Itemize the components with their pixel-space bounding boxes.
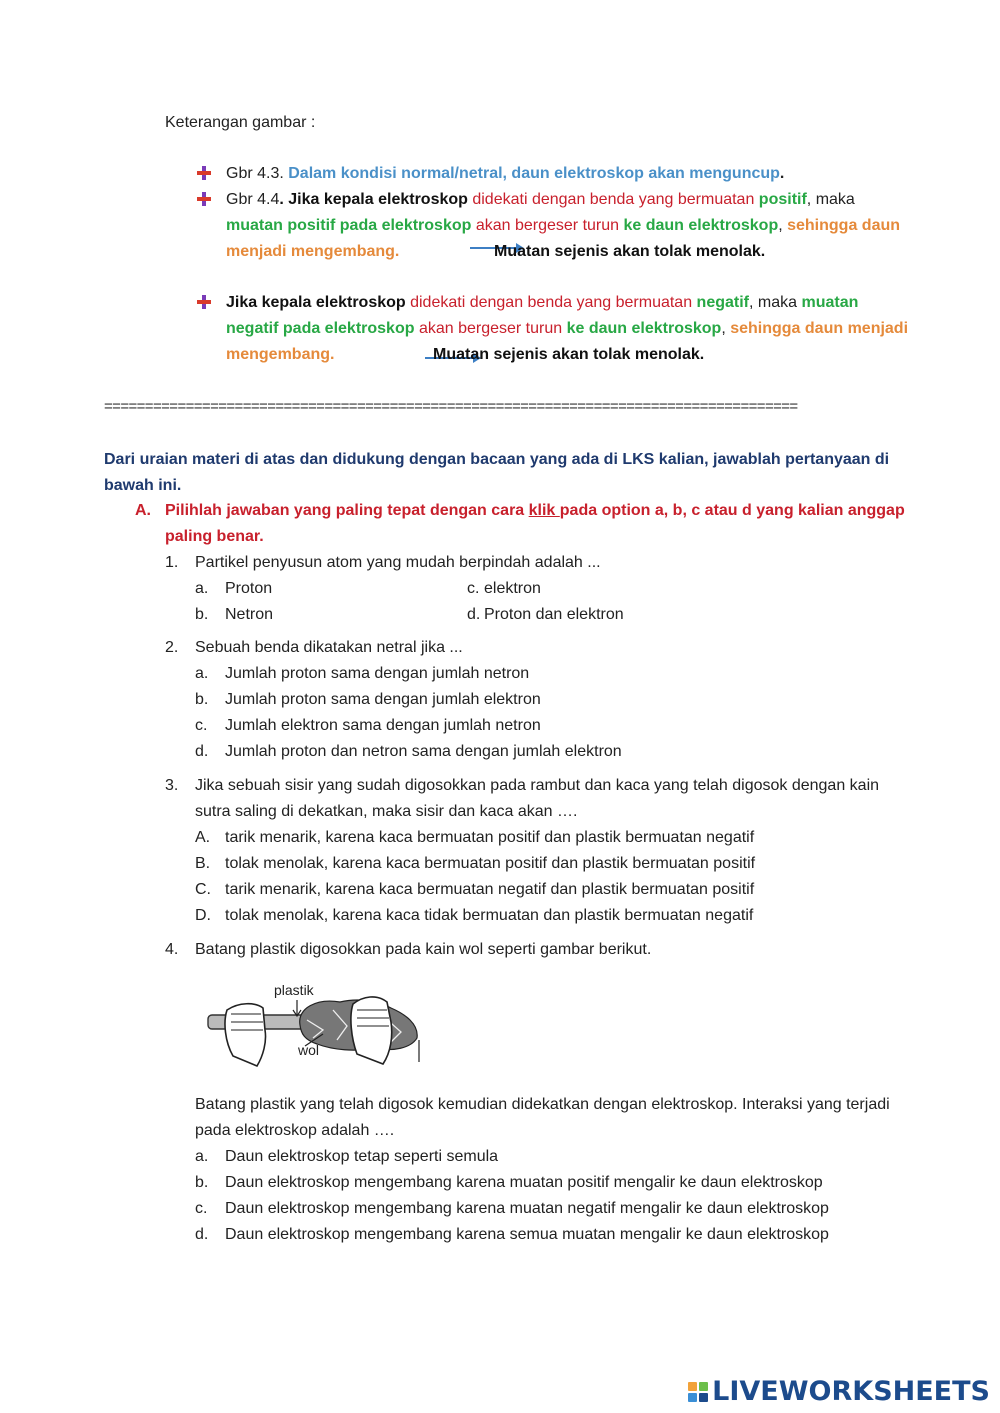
q2-option-d[interactable]: Jumlah proton dan netron sama dengan jumlah elektron <box>225 743 622 760</box>
q4-option-d[interactable]: Daun elektroskop mengembang karena semua muatan mengalir ke daun elektroskop <box>225 1226 829 1243</box>
question-1-text: Partikel penyusun atom yang mudah berpindah adalah ... <box>195 554 601 571</box>
logo-mark-icon <box>688 1382 708 1402</box>
bullet-2-line-1: Gbr 4.4. Jika kepala elektroskop didekati dengan benda yang bermuatan positif, maka <box>226 191 855 208</box>
option-label: d. <box>195 743 209 760</box>
question-4-number: 4. <box>165 941 179 958</box>
question-4-line-2: pada elektroskop adalah …. <box>195 1122 395 1139</box>
bullet-3-line-3: mengembang. <box>226 346 335 363</box>
q1-option-d[interactable]: Proton dan elektron <box>484 606 624 623</box>
q4-option-a[interactable]: Daun elektroskop tetap seperti semula <box>225 1148 499 1165</box>
option-label: A. <box>195 829 211 846</box>
question-3-number: 3. <box>165 777 179 794</box>
caption-heading: Keterangan gambar : <box>165 114 316 131</box>
option-label: a. <box>195 665 209 682</box>
option-label: a. <box>195 580 209 597</box>
q1-option-b[interactable]: Netron <box>225 606 274 623</box>
option-label: b. <box>195 1174 209 1191</box>
q2-option-b[interactable]: Jumlah proton sama dengan jumlah elektron <box>225 691 541 708</box>
bullet-3-conclusion: Muatan sejenis akan tolak menolak. <box>433 346 705 363</box>
divider: ===================================================================================== <box>104 398 798 415</box>
bullet-2-conclusion: Muatan sejenis akan tolak menolak. <box>494 243 766 260</box>
question-2-number: 2. <box>165 639 179 656</box>
figure-label-wol: wol <box>298 1042 320 1058</box>
option-label: b. <box>195 691 209 708</box>
bullet-3-line-1: Jika kepala elektroskop didekati dengan benda yang bermuatan negatif, maka muatan <box>226 294 859 311</box>
option-label: c. <box>195 1200 208 1217</box>
q3-option-b[interactable]: tolak menolak, karena kaca bermuatan positif dan plastik bermuatan positif <box>225 855 756 872</box>
instruction-line-2: bawah ini. <box>104 477 182 494</box>
q1-option-a[interactable]: Proton <box>225 580 273 597</box>
plus-bullet-icon <box>197 295 211 309</box>
liveworksheets-logo[interactable] <box>688 1376 990 1407</box>
q4-option-b[interactable]: Daun elektroskop mengembang karena muatan positif mengalir ke daun elektroskop <box>225 1174 823 1191</box>
q2-option-a[interactable]: Jumlah proton sama dengan jumlah netron <box>225 665 530 682</box>
q3-option-a[interactable]: tarik menarik, karena kaca bermuatan positif dan plastik bermuatan negatif <box>225 829 755 846</box>
option-label: c. <box>195 717 208 734</box>
section-a-line-2: paling benar. <box>165 528 264 545</box>
section-a-line-1: Pilihlah jawaban yang paling tepat dengan cara klik pada option a, b, c atau d yang kalian anggap <box>165 502 905 519</box>
logo-text: LIVEWORKSHEETS <box>712 1376 990 1407</box>
q3-option-c[interactable]: tarik menarik, karena kaca bermuatan negatif dan plastik bermuatan positif <box>225 881 755 898</box>
option-label: c. <box>467 580 480 597</box>
question-2-text: Sebuah benda dikatakan netral jika ... <box>195 639 463 656</box>
q1-option-c[interactable]: elektron <box>484 580 541 597</box>
option-label: B. <box>195 855 211 872</box>
question-4-text: Batang plastik digosokkan pada kain wol seperti gambar berikut. <box>195 941 652 958</box>
option-label: d. <box>195 1226 209 1243</box>
instruction-line-1: Dari uraian materi di atas dan didukung dengan bacaan yang ada di LKS kalian, jawablah pertanyaan di <box>104 451 890 468</box>
q2-option-c[interactable]: Jumlah elektron sama dengan jumlah netron <box>225 717 541 734</box>
q3-option-d[interactable]: tolak menolak, karena kaca tidak bermuatan dan plastik bermuatan negatif <box>225 907 754 924</box>
question-4-line-1: Batang plastik yang telah digosok kemudian didekatkan dengan elektroskop. Interaksi yang terjadi <box>195 1096 890 1113</box>
bullet-1: Gbr 4.3. Dalam kondisi normal/netral, daun elektroskop akan menguncup. <box>226 165 785 182</box>
option-label: C. <box>195 881 211 898</box>
question-1-number: 1. <box>165 554 179 571</box>
section-a-letter: A. <box>135 502 151 519</box>
klik-link: klik <box>528 502 560 519</box>
plus-bullet-icon <box>197 192 211 206</box>
bullet-2-line-3: menjadi mengembang. <box>226 243 400 260</box>
question-3-line-2: sutra saling di dekatkan, maka sisir dan kaca akan …. <box>195 803 578 820</box>
question-3-line-1: Jika sebuah sisir yang sudah digosokkan pada rambut dan kaca yang telah digosok dengan kain <box>195 777 880 794</box>
option-label: D. <box>195 907 211 924</box>
plus-bullet-icon <box>197 166 211 180</box>
option-label: b. <box>195 606 209 623</box>
figure-label-plastik: plastik <box>274 982 314 998</box>
q4-option-c[interactable]: Daun elektroskop mengembang karena muatan negatif mengalir ke daun elektroskop <box>225 1200 829 1217</box>
bullet-2-line-2: muatan positif pada elektroskop akan bergeser turun ke daun elektroskop, sehingga daun <box>226 217 901 234</box>
option-label: a. <box>195 1148 209 1165</box>
option-label: d. <box>467 606 481 623</box>
bullet-3-line-2: negatif pada elektroskop akan bergeser turun ke daun elektroskop, sehingga daun menjadi <box>226 320 909 337</box>
